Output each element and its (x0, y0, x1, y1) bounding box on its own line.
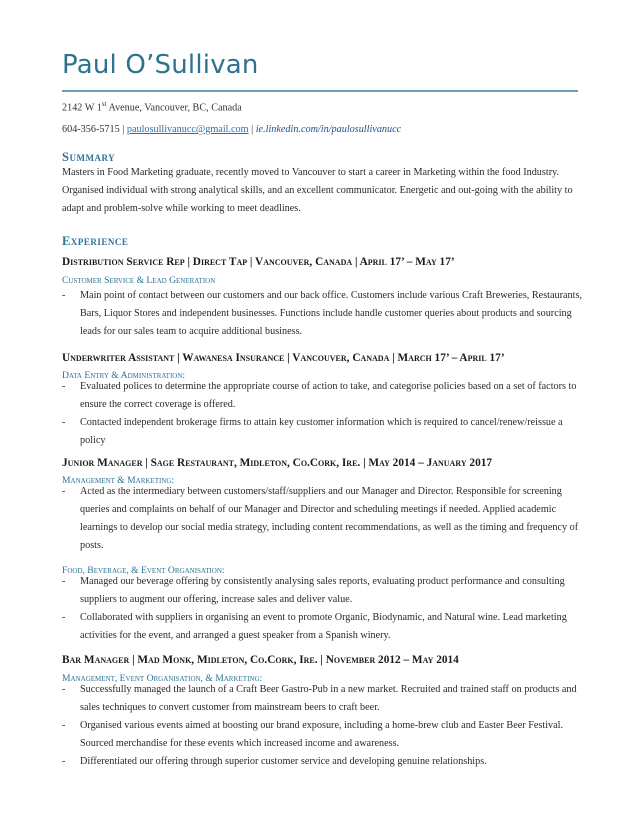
list-item (62, 609, 582, 645)
header-rule (62, 90, 578, 92)
bullet-list (62, 287, 582, 341)
list-item (62, 573, 582, 609)
bullet-text: Main point of contact between our customers and our back office. Customers include various Craft Breweries, Restaurants, Bars, Liquor Stores and independent businesses. Functions include handle customer queries about products and sourcing leads for our sales team to acquire additional business. (80, 290, 582, 337)
summary-heading: Summary (62, 150, 116, 164)
bullet-list (62, 681, 582, 771)
candidate-name: Paul O’Sullivan (62, 50, 259, 80)
summary-text: Masters in Food Marketing graduate, recently moved to Vancouver to start a career in Marketing within the food Industry. Organised individual with strong analytical skills, and an excellent communicator. Energetic and out-going with the ability to adapt and problem-solve while working to meet deadlines. (62, 167, 573, 214)
bullet-dash: - (62, 486, 66, 497)
experience-heading: Experience (62, 234, 129, 248)
bullet-dash: - (62, 684, 66, 695)
list-item (62, 717, 582, 753)
bullet-dash: - (62, 612, 66, 623)
separator: | (248, 124, 256, 135)
job-subsection-heading: Management, Event Organisation, & Marketing: (62, 673, 263, 684)
bullet-list (62, 483, 582, 555)
list-item (62, 681, 582, 717)
contact-line (62, 124, 401, 135)
address-superscript: st (101, 100, 107, 108)
address-line (62, 100, 242, 113)
bullet-text: Managed our beverage offering by consistently analysing sales reports, evaluating product performance and consulting suppliers to augment our offering, increase sales and deliver value. (80, 576, 565, 605)
separator: | (119, 124, 127, 135)
list-item (62, 414, 582, 450)
bullet-list (62, 378, 582, 450)
linkedin-link[interactable]: ie.linkedin.com/in/paulosullivanucc (255, 124, 402, 135)
job-title: Distribution Service Rep | Direct Tap | Vancouver, Canada | April 17’ – May 17’ (62, 256, 455, 268)
bullet-dash: - (62, 417, 66, 428)
list-item (62, 378, 582, 414)
phone: 604-356-5715 (62, 124, 120, 135)
email-link[interactable]: paulosullivanucc@gmail.com (126, 124, 249, 135)
job-subsection-heading: Food, Beverage, & Event Organisation: (62, 565, 225, 576)
bullet-text: Evaluated polices to determine the appropriate course of action to take, and categorise policies based on a set of factors to ensure the correct coverage is offered. (80, 381, 577, 410)
job-subsection-heading: Customer Service & Lead Generation (62, 275, 216, 286)
job-title: Junior Manager | Sage Restaurant, Midleton, Co.Cork, Ire. | May 2014 – January 2017 (62, 457, 493, 469)
list-item (62, 483, 582, 555)
bullet-dash: - (62, 381, 66, 392)
list-item (62, 287, 582, 341)
list-item (62, 753, 582, 771)
bullet-dash: - (62, 756, 66, 767)
bullet-text: Organised various events aimed at boosting our brand exposure, including a home-brew club and Easter Beer Festival. Sourced merchandise for these events which increased income and awareness. (80, 720, 564, 749)
bullet-text: Collaborated with suppliers in organising an event to promote Organic, Biodynamic, and Natural wine. Lead marketing activities for the event, and arranged a guest speaker from a Spanish winery. (80, 612, 567, 641)
bullet-dash: - (62, 576, 66, 587)
address-part: 2142 W 1 (62, 102, 102, 114)
bullet-text: Differentiated our offering through superior customer service and developing genuine relationships. (80, 756, 487, 767)
bullet-list (62, 573, 582, 645)
bullet-text: Successfully managed the launch of a Craft Beer Gastro-Pub in a new market. Recruited and trained staff on products and sales techniques to convert customer from mainstream beers to craft beer. (80, 684, 577, 713)
address-part: Avenue, Vancouver, BC, Canada (106, 102, 242, 114)
bullet-dash: - (62, 290, 66, 301)
job-subsection-heading: Data Entry & Administration: (62, 370, 186, 381)
bullet-text: Contacted independent brokerage firms to attain key customer information which is required to cancel/renew/reissue a policy (80, 417, 563, 446)
job-title: Underwriter Assistant | Wawanesa Insurance | Vancouver, Canada | March 17’ – April 17’ (62, 352, 505, 364)
job-title: Bar Manager | Mad Monk, Midleton, Co.Cork, Ire. | November 2012 – May 2014 (62, 654, 459, 666)
job-subsection-heading: Management & Marketing: (62, 475, 175, 486)
bullet-dash: - (62, 720, 66, 731)
bullet-text: Acted as the intermediary between customers/staff/suppliers and our Manager and Director. Responsible for screening queries and complaints on behalf of our Manager and Director and scheduling meetings if needed. Applied academic learnings to develop our social media strategy, including content recommendations, as well as the timing and frequency of posts. (80, 486, 579, 551)
